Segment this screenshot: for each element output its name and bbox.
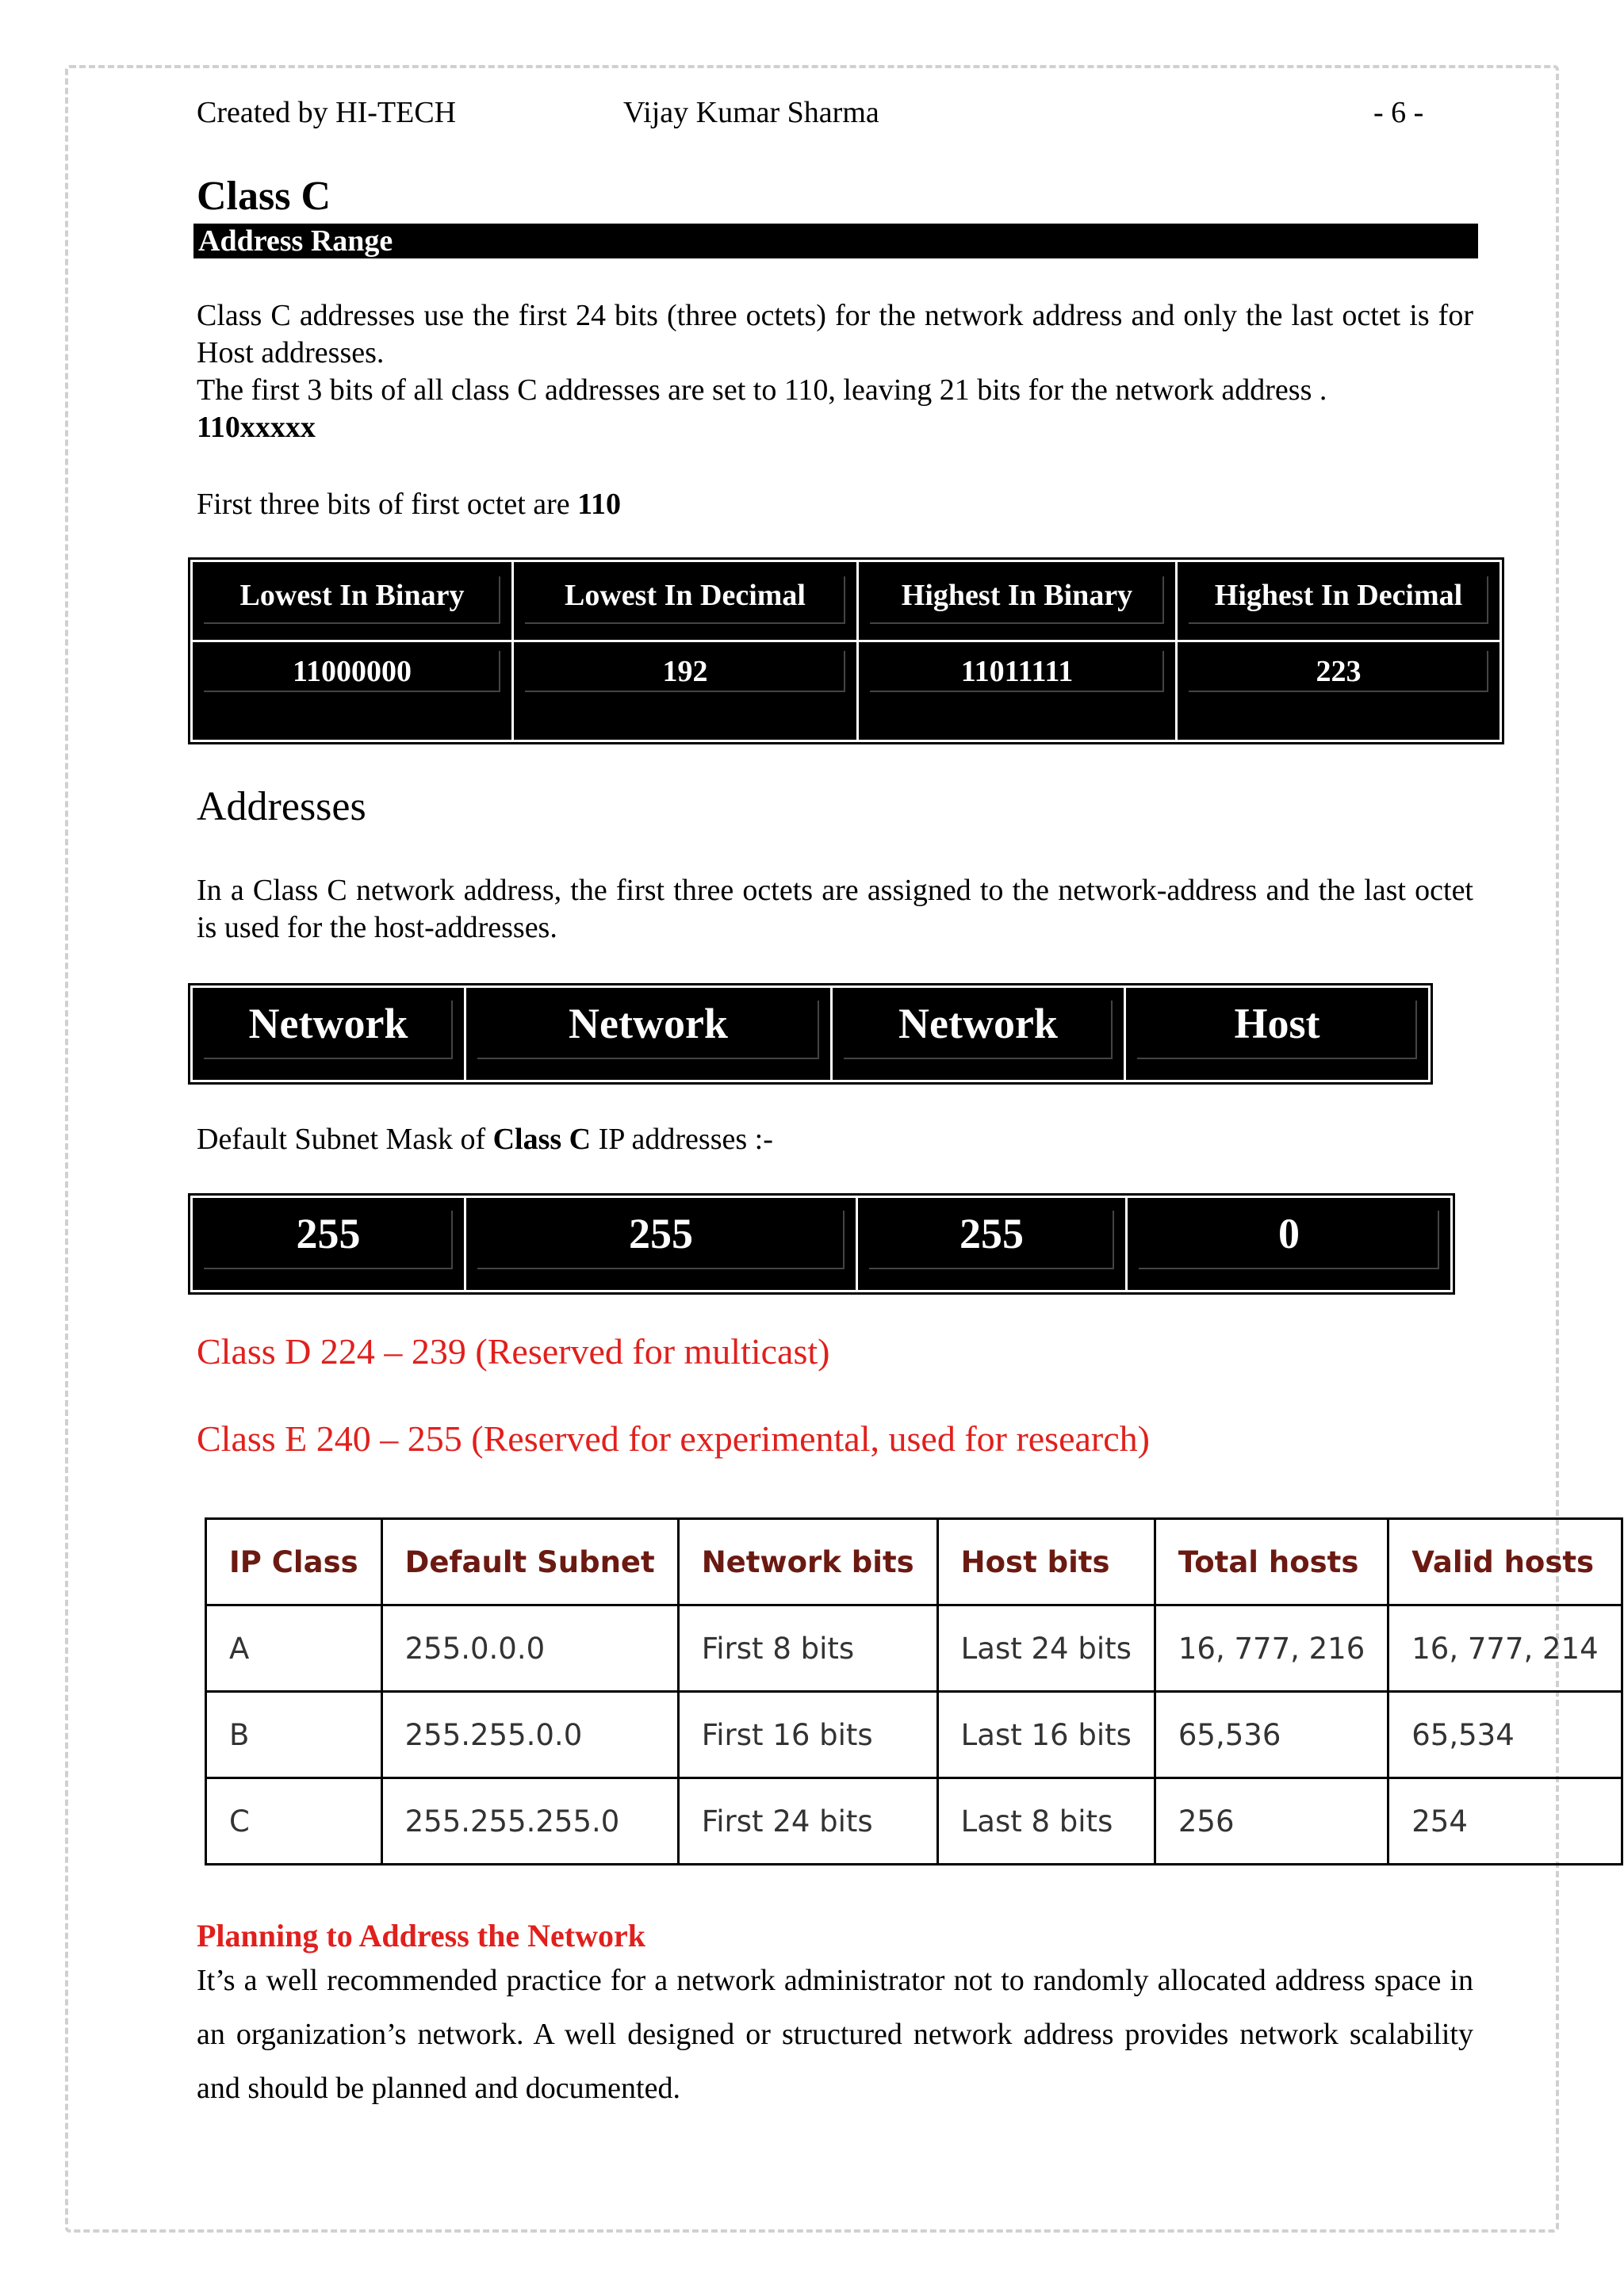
range-header-highest-decimal: Highest In Decimal [1214, 579, 1463, 612]
page-number: - 6 - [1373, 96, 1424, 129]
mask-octet-2-value: 255 [629, 1210, 693, 1257]
table-cell: C [206, 1778, 382, 1865]
range-value-lowest-decimal: 192 [662, 655, 708, 688]
range-value-highest-binary: 11011111 [960, 655, 1074, 688]
octet-3 [833, 988, 1126, 1080]
summary-header-total-hosts: Total hosts [1155, 1519, 1388, 1605]
table-cell: 16, 777, 214 [1388, 1605, 1622, 1692]
subnet-mask-table [190, 1196, 1453, 1292]
octet-4 [1126, 988, 1428, 1080]
section-title-class-c: Class C [197, 174, 331, 219]
table-cell: 16, 777, 216 [1155, 1605, 1388, 1692]
mask-octet-4-value: 0 [1278, 1210, 1300, 1257]
addresses-paragraph: In a Class C network address, the first three octets are assigned to the network-address and the last octet is used for the host-addresses. [197, 874, 1473, 944]
table-cell: Last 24 bits [937, 1605, 1155, 1692]
class-c-p1: Class C addresses use the first 24 bits (three octets) for the network address and only the last octet is for Host addresses. [197, 299, 1473, 369]
class-c-range-table [190, 560, 1502, 742]
table-cell: B [206, 1692, 382, 1778]
mask-octet-3 [858, 1198, 1128, 1290]
planning-heading: Planning to Address the Network [197, 1918, 645, 1954]
planning-paragraph: It’s a well recommended practice for a network administrator not to randomly allocated address space in an organization’s network. A well designed or structured network address provides network scalability and should be planned and documented. [197, 1964, 1473, 2105]
range-header-lowest-decimal: Lowest In Decimal [565, 579, 806, 612]
table-cell: 65,536 [1155, 1692, 1388, 1778]
octet-1-label: Network [248, 1000, 408, 1047]
class-c-p2-text: The first 3 bits of all class C addresses are set to 110, leaving 21 bits for the network address . [197, 373, 1327, 407]
octet-layout-table [190, 985, 1431, 1082]
table-cell: 256 [1155, 1778, 1388, 1865]
ip-class-summary-table [205, 1517, 1623, 1866]
table-cell: 255.255.255.0 [381, 1778, 678, 1865]
range-col-3 [859, 562, 1178, 740]
first-bits-line [197, 486, 1473, 523]
summary-header-host-bits: Host bits [937, 1519, 1155, 1605]
class-e-line: Class E 240 – 255 (Reserved for experimental, used for research) [197, 1418, 1150, 1459]
table-cell: Last 16 bits [937, 1692, 1155, 1778]
summary-header-row [206, 1519, 1622, 1605]
mask-octet-3-value: 255 [959, 1210, 1024, 1257]
range-value-highest-decimal: 223 [1316, 655, 1362, 688]
table-row [206, 1692, 1622, 1778]
section-title-addresses: Addresses [197, 784, 366, 829]
table-cell: 255.0.0.0 [381, 1605, 678, 1692]
class-d-line: Class D 224 – 239 (Reserved for multicast) [197, 1331, 830, 1372]
class-c-p2-bold: 110xxxxx [197, 411, 316, 444]
table-cell: First 24 bits [678, 1778, 937, 1865]
range-col-1 [193, 562, 514, 740]
first-bits-bold: 110 [577, 488, 622, 521]
range-value-lowest-binary: 11000000 [293, 655, 412, 688]
octet-1 [193, 988, 466, 1080]
mask-octet-4 [1128, 1198, 1450, 1290]
address-range-bar: Address Range [193, 224, 1478, 258]
subnet-mask-line [197, 1122, 773, 1157]
class-c-p2 [197, 372, 1473, 446]
mask-text-bold: Class C [492, 1123, 592, 1156]
header-left: Created by HI-TECH [197, 96, 457, 129]
table-cell: First 8 bits [678, 1605, 937, 1692]
table-cell: A [206, 1605, 382, 1692]
summary-header-valid-hosts: Valid hosts [1388, 1519, 1622, 1605]
mask-octet-2 [466, 1198, 858, 1290]
class-c-paragraph [197, 297, 1473, 446]
table-cell: 254 [1388, 1778, 1622, 1865]
table-row [206, 1605, 1622, 1692]
table-cell: First 16 bits [678, 1692, 937, 1778]
summary-header-default-subnet: Default Subnet [381, 1519, 678, 1605]
table-row [206, 1778, 1622, 1865]
mask-text-after: IP addresses :- [591, 1123, 773, 1156]
table-cell: 65,534 [1388, 1692, 1622, 1778]
octet-2-label: Network [569, 1000, 728, 1047]
table-cell: Last 8 bits [937, 1778, 1155, 1865]
range-col-4 [1178, 562, 1500, 740]
mask-octet-1 [193, 1198, 466, 1290]
header-author: Vijay Kumar Sharma [623, 96, 879, 129]
first-bits-text: First three bits of first octet are [197, 488, 578, 521]
octet-2 [466, 988, 833, 1080]
table-cell: 255.255.0.0 [381, 1692, 678, 1778]
range-header-lowest-binary: Lowest In Binary [239, 579, 465, 612]
range-col-2 [514, 562, 859, 740]
mask-text-before: Default Subnet Mask of [197, 1123, 493, 1156]
range-header-highest-binary: Highest In Binary [901, 579, 1133, 612]
octet-3-label: Network [898, 1000, 1058, 1047]
mask-octet-1-value: 255 [296, 1210, 361, 1257]
octet-4-label: Host [1234, 1000, 1320, 1047]
summary-header-network-bits: Network bits [678, 1519, 937, 1605]
summary-header-ip-class: IP Class [206, 1519, 382, 1605]
